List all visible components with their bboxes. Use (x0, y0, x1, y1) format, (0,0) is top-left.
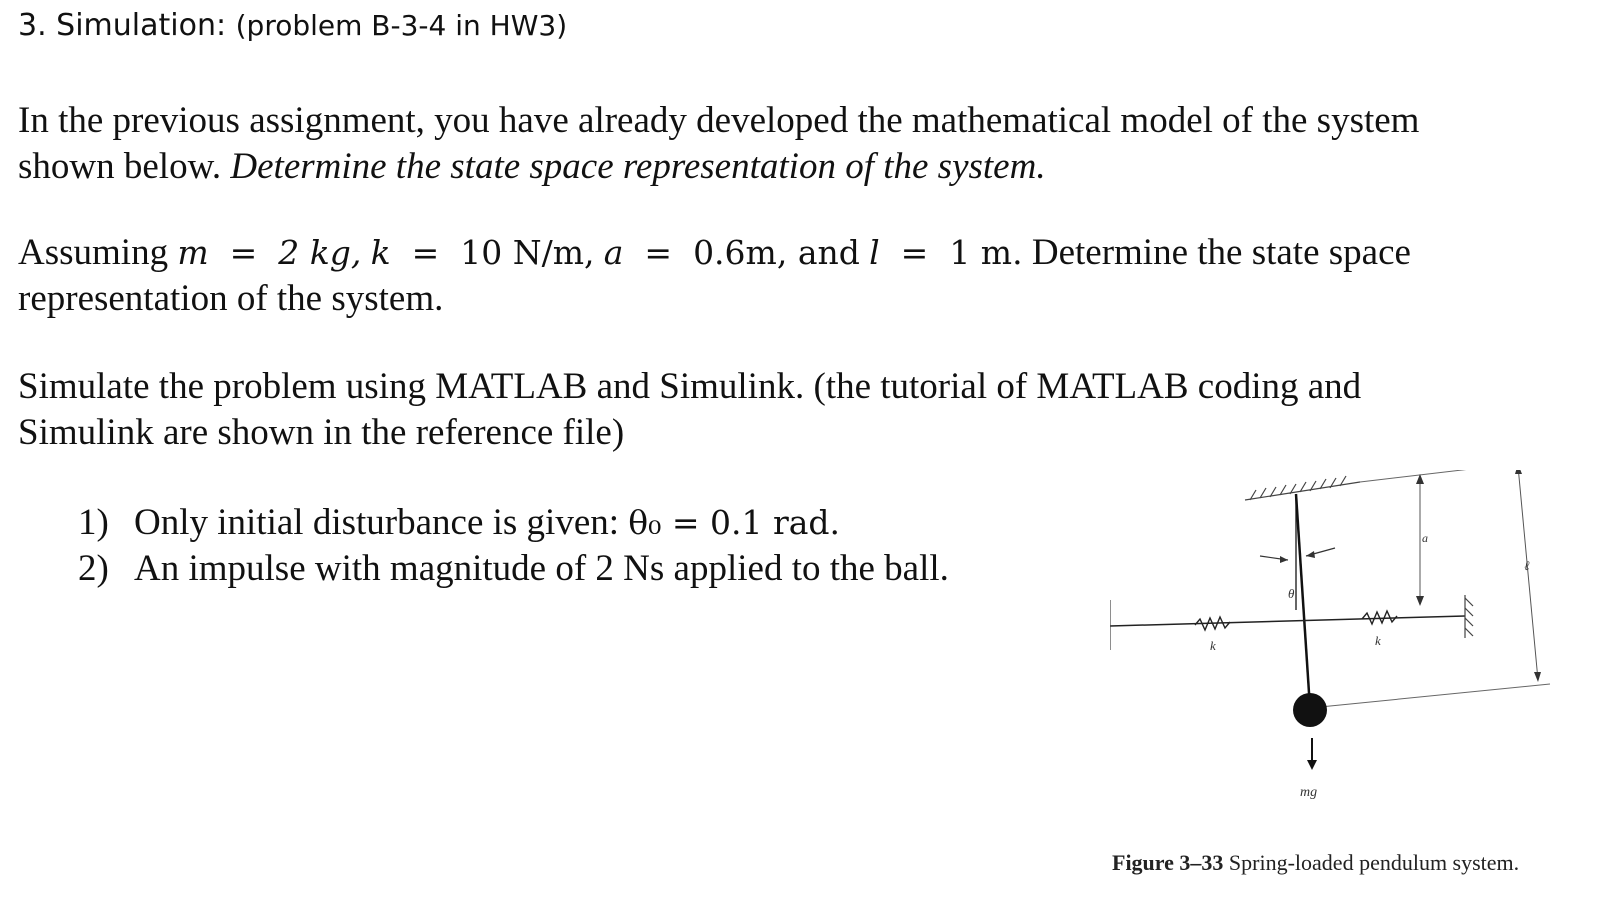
pendulum-rod (1296, 494, 1310, 708)
assumption-paragraph (18, 230, 1411, 322)
intro-paragraph (18, 98, 1419, 190)
intro-line-2: shown below. Determine the state space representation of the system. (18, 146, 1046, 187)
intro-task: Determine the state space representation of the system. (230, 146, 1046, 187)
list-item: 2) An impulse with magnitude of 2 Ns applied to the ball. (78, 548, 949, 589)
param-l: l = 1 m. (869, 233, 1023, 272)
simulate-paragraph (18, 364, 1361, 456)
theta-label: θ (1288, 586, 1295, 601)
heading-main: 3. Simulation: (18, 8, 227, 43)
gravity-label: mg (1300, 785, 1318, 800)
param-m: m = 2 kg, (177, 233, 362, 272)
figure-caption (1112, 850, 1519, 876)
pendulum-ball (1293, 693, 1327, 727)
dimension-a-label: a (1422, 531, 1428, 545)
dimension-l (1518, 470, 1538, 680)
dimension-l-label: ℓ (1524, 558, 1530, 573)
param-k: k = 10 N/m, (370, 233, 595, 272)
heading-sub: (problem B-3-4 in HW3) (235, 9, 568, 42)
right-spring-label: k (1375, 633, 1381, 648)
param-a: a = 0.6m, and (603, 233, 860, 272)
initial-condition: θ₀ = 0.1 rad. (628, 503, 841, 542)
top-reference-line (1360, 470, 1530, 482)
simulate-line-2: Simulink are shown in the reference file) (18, 412, 625, 453)
figure-number: Figure 3–33 (1112, 850, 1224, 875)
assumption-line-2: representation of the system. (18, 278, 444, 319)
figure-title: Spring-loaded pendulum system. (1228, 850, 1520, 875)
ceiling-support (1245, 476, 1360, 500)
left-spring-label: k (1210, 638, 1216, 653)
task-list (78, 500, 949, 592)
right-wall (1465, 595, 1473, 638)
section-heading (18, 8, 567, 43)
pendulum-diagram (1110, 470, 1610, 890)
simulate-line-1: Simulate the problem using MATLAB and Simulink. (the tutorial of MATLAB coding and (18, 366, 1362, 407)
assumption-line-1: Assuming m = 2 kg, k = 10 N/m, a = 0.6m, and l = 1 m. Determine the state space (18, 232, 1411, 273)
bottom-reference-line (1310, 684, 1550, 708)
spring-line (1110, 616, 1465, 626)
intro-line-1: In the previous assignment, you have already developed the mathematical model of the system (18, 100, 1420, 141)
list-item: 1) Only initial disturbance is given: θ₀ = 0.1 rad. (78, 502, 841, 543)
